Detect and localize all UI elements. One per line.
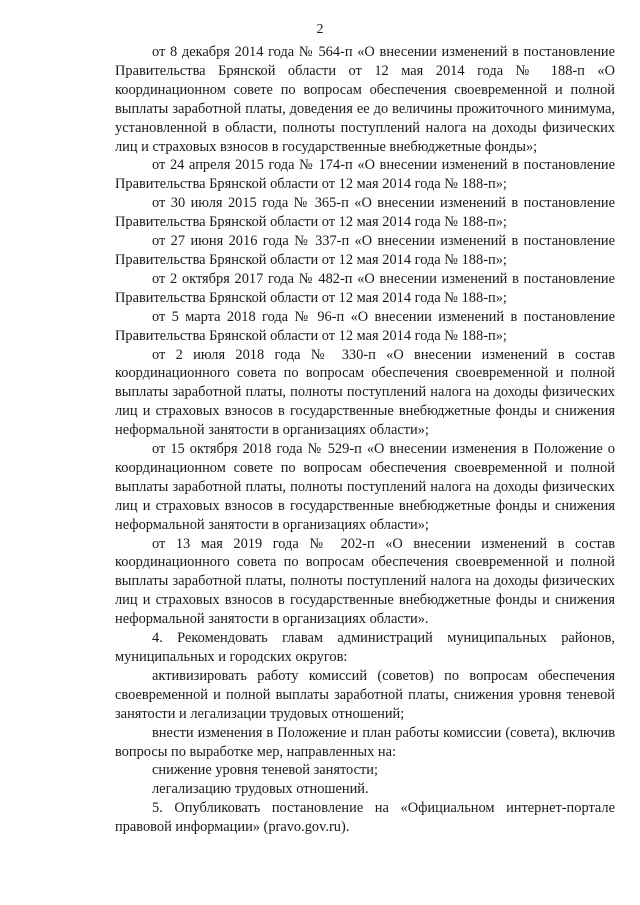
paragraph: от 27 июня 2016 года № 337-п «О внесении изменений в постановление Правительства Брянской области от 12 мая 2014 года № 188-п»;: [115, 233, 615, 268]
paragraph: от 24 апреля 2015 года № 174-п «О внесении изменений в постановление Правительства Брянской области от 12 мая 2014 года № 188-п»;: [115, 157, 615, 193]
paragraph: от 2 октября 2017 года № 482-п «О внесении изменений в постановление Правительства Брянской области от 12 мая 2014 года № 188-п»;: [115, 270, 615, 306]
paragraph: от 8 декабря 2014 года № 564-п «О внесении изменений в постановление Правительства Брянской области от 12 мая 2014 года № 188-п «О координационном совете по вопросам обеспечения своевременной и полной выплаты заработной платы, доведения ее до величины прожиточного минимума, установленной в области, полноты поступлений налога на доходы физических лиц и страховых взносов в государственные внебюджетные фонды»;: [115, 44, 615, 155]
paragraph: от 15 октября 2018 года № 529-п «О внесении изменения в Положение о координационном совете по вопросам обеспечения своевременной и полной выплаты заработной платы, полноты поступлений налога на доходы физических лиц и страховых взносов в государственные внебюджетные фонды и снижения неформальной занятости в организациях области»;: [115, 441, 615, 533]
document-body: [115, 43, 615, 837]
page-number: 2: [316, 22, 324, 37]
paragraph: активизировать работу комиссий (советов) по вопросам обеспечения своевременной и полной выплаты заработной платы, снижения уровня теневой занятости и легализации трудовых отношений;: [115, 667, 615, 722]
paragraph: от 13 мая 2019 года № 202-п «О внесении изменений в состав координационного совета по вопросам обеспечения своевременной и полной выплаты заработной платы, полноты поступлений налога на доходы физических лиц и страховых взносов в государственные внебюджетные фонды и снижения неформальной занятости в организациях области».: [115, 535, 615, 628]
paragraph: снижение уровня теневой занятости;: [152, 762, 378, 779]
paragraph: от 2 июля 2018 года № 330-п «О внесении изменений в состав координационного совета по вопросам обеспечения своевременной и полной выплаты заработной платы, полноты поступлений налога на доходы физических лиц и страховых взносов в государственные внебюджетные фонды и снижения неформальной занятости в организациях области»;: [115, 346, 615, 439]
paragraph: 4. Рекомендовать главам администраций муниципальных районов, муниципальных и городских округов:: [115, 630, 615, 665]
paragraph: 5. Опубликовать постановление на «Официальном интернет-портале правовой информации» (pravo.gov.ru).: [115, 800, 615, 836]
paragraph: от 30 июля 2015 года № 365-п «О внесении изменений в постановление Правительства Брянской области от 12 мая 2014 года № 188-п»;: [115, 195, 615, 231]
paragraph: легализацию трудовых отношений.: [152, 781, 369, 798]
paragraph: от 5 марта 2018 года № 96-п «О внесении изменений в постановление Правительства Брянской области от 12 мая 2014 года № 188-п»;: [115, 308, 615, 344]
paragraph: внести изменения в Положение и план работы комиссии (совета), включив вопросы по выработке мер, направленных на:: [115, 724, 615, 760]
